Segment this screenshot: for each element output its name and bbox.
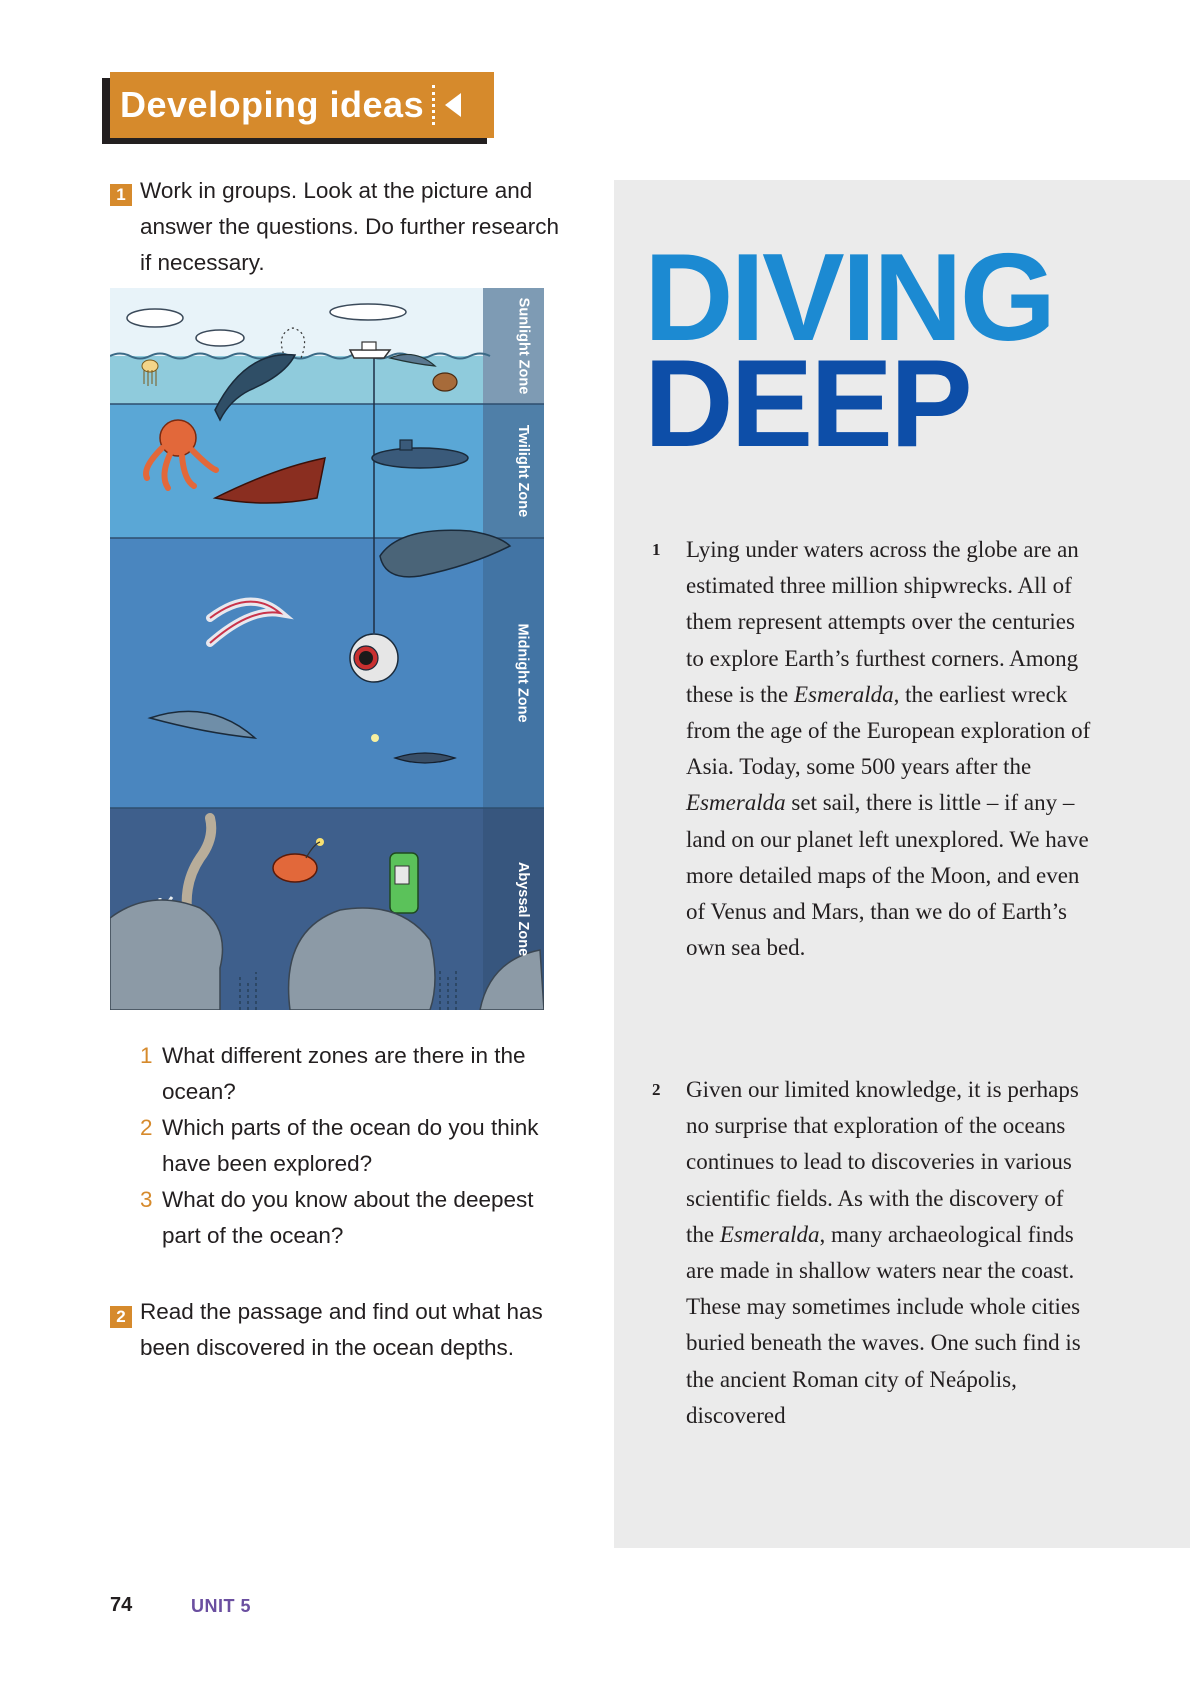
question-list (140, 1038, 570, 1254)
zone-label-sunlight: Sunlight Zone (515, 297, 531, 395)
zone-label-abyssal: Abyssal Zone (515, 861, 531, 957)
banner-divider (432, 85, 435, 125)
activity-1-badge: 1 (110, 184, 132, 206)
question-number: 2 (140, 1115, 153, 1140)
page-number: 74 (110, 1594, 133, 1616)
ocean-illustration-svg (110, 288, 544, 1010)
activity-2-badge: 2 (110, 1306, 132, 1328)
unit-label: UNIT 5 (191, 1596, 252, 1616)
article-title-line-1: DIVING (644, 229, 1054, 367)
italic-term: Esmeralda (793, 681, 894, 707)
zone-label-twilight: Twilight Zone (515, 424, 532, 518)
paragraph-text (686, 1072, 1092, 1434)
question-text: Which parts of the ocean do you think have been explored? (162, 1115, 539, 1176)
text-segment: Lying under waters across the globe are an estimated three million shipwrecks. All of them represent attempts over the centuries to explore Earth’s furthest corners. Among these is the (686, 537, 1079, 707)
italic-term: Esmeralda (719, 1221, 820, 1247)
paragraph-text (686, 532, 1092, 966)
question-item (140, 1182, 570, 1254)
text-segment: set sail, there is little – if any – land on our planet left unexplored. We have more detailed maps of the Moon, and even of Venus and Mars, than we do of Earth’s own sea bed. (686, 790, 1089, 961)
italic-term: Esmeralda (686, 790, 786, 816)
question-number: 3 (140, 1187, 153, 1212)
section-banner (110, 72, 494, 138)
zone-label-midnight: Midnight Zone (515, 623, 531, 723)
text-segment: Given our limited knowledge, it is perhaps no surprise that exploration of the oceans continues to lead to discoveries in various scientific fields. As with the discovery of the (686, 1077, 1079, 1247)
article-paragraph-2 (652, 1072, 1092, 1434)
ocean-zones-illustration (110, 288, 544, 1010)
paragraph-number: 1 (652, 540, 661, 559)
question-item (140, 1038, 570, 1110)
question-text: What different zones are there in the ocean? (162, 1043, 526, 1104)
text-segment: , the earliest wreck from the age of the European exploration of Asia. Today, some 500 years after the (686, 681, 1091, 780)
activity-2-instruction: Read the passage and find out what has been discovered in the ocean depths. (140, 1299, 543, 1360)
article-paragraph-1 (652, 532, 1092, 966)
article-title-line-2: DEEP (644, 335, 970, 473)
arrow-left-icon (445, 93, 461, 117)
section-title: Developing ideas (120, 84, 425, 125)
activity-1-instruction: Work in groups. Look at the picture and answer the questions. Do further research if necessary. (140, 178, 559, 275)
question-item (140, 1110, 570, 1182)
question-text: What do you know about the deepest part of the ocean? (162, 1187, 534, 1248)
paragraph-number: 2 (652, 1080, 661, 1099)
question-number: 1 (140, 1043, 153, 1068)
text-segment: , many archaeological finds are made in shallow waters near the coast. These may sometimes include whole cities buried beneath the waves. One such find is the ancient Roman city of Neápolis, discovered (686, 1221, 1081, 1428)
